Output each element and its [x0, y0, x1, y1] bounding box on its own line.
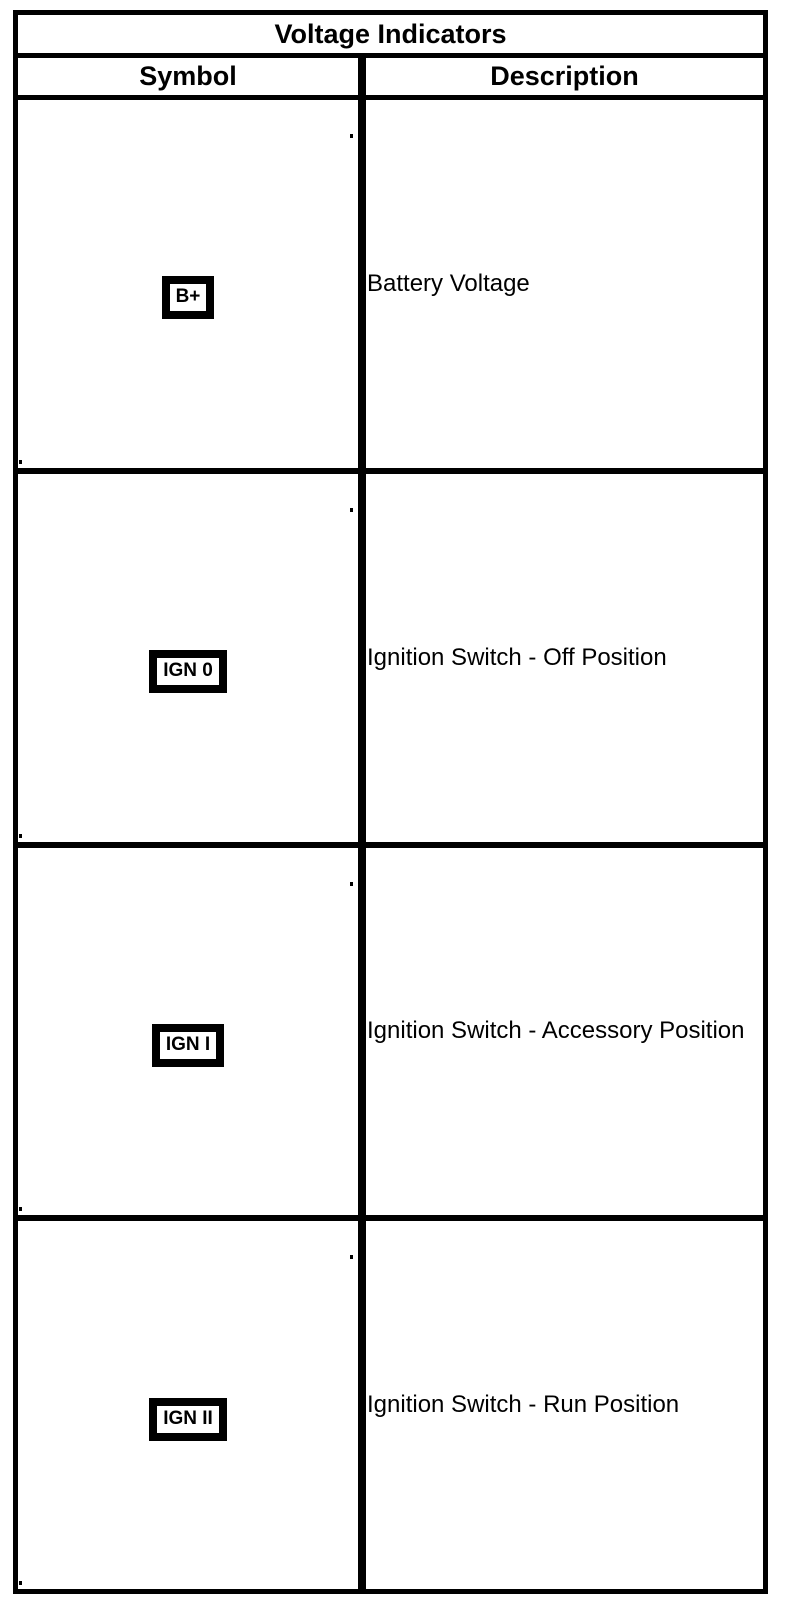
column-header-description	[366, 58, 763, 95]
scan-artifact-dot	[19, 1207, 22, 1211]
scan-artifact-dot	[350, 1255, 353, 1259]
description-cell	[366, 100, 763, 468]
description-cell	[366, 1221, 763, 1589]
description-text: Ignition Switch - Accessory Position	[367, 1017, 745, 1045]
description-text: Battery Voltage	[367, 269, 530, 297]
table-row-ignition-off	[18, 474, 763, 848]
column-header-description-label: Description	[490, 61, 639, 91]
symbol-cell	[18, 1221, 366, 1589]
table-title: Voltage Indicators	[274, 18, 507, 49]
voltage-indicators-table	[13, 10, 768, 1594]
table-row-battery-voltage	[18, 100, 763, 474]
scan-artifact-dot	[19, 834, 22, 838]
scan-artifact-dot	[350, 882, 353, 886]
description-cell	[366, 848, 763, 1216]
symbol-cell	[18, 474, 366, 842]
scan-artifact-dot	[350, 508, 353, 512]
table-header-row	[18, 58, 763, 100]
column-header-symbol	[18, 58, 366, 95]
scan-artifact-dot	[19, 1581, 22, 1585]
symbol-badge-b-plus: B+	[162, 276, 215, 319]
table-title-row	[18, 15, 763, 58]
symbol-cell	[18, 848, 366, 1216]
symbol-badge-ign-ii: IGN II	[149, 1398, 227, 1441]
scan-artifact-dot	[19, 460, 22, 464]
scan-artifact-dot	[350, 134, 353, 138]
table-row-ignition-run	[18, 1221, 763, 1589]
description-text: Ignition Switch - Run Position	[367, 1391, 680, 1419]
table-row-ignition-accessory	[18, 848, 763, 1222]
column-header-symbol-label: Symbol	[139, 61, 237, 91]
symbol-cell	[18, 100, 366, 468]
description-cell	[366, 474, 763, 842]
symbol-badge-ign-0: IGN 0	[149, 650, 227, 693]
description-text: Ignition Switch - Off Position	[367, 643, 667, 671]
symbol-badge-ign-i: IGN I	[152, 1024, 224, 1067]
